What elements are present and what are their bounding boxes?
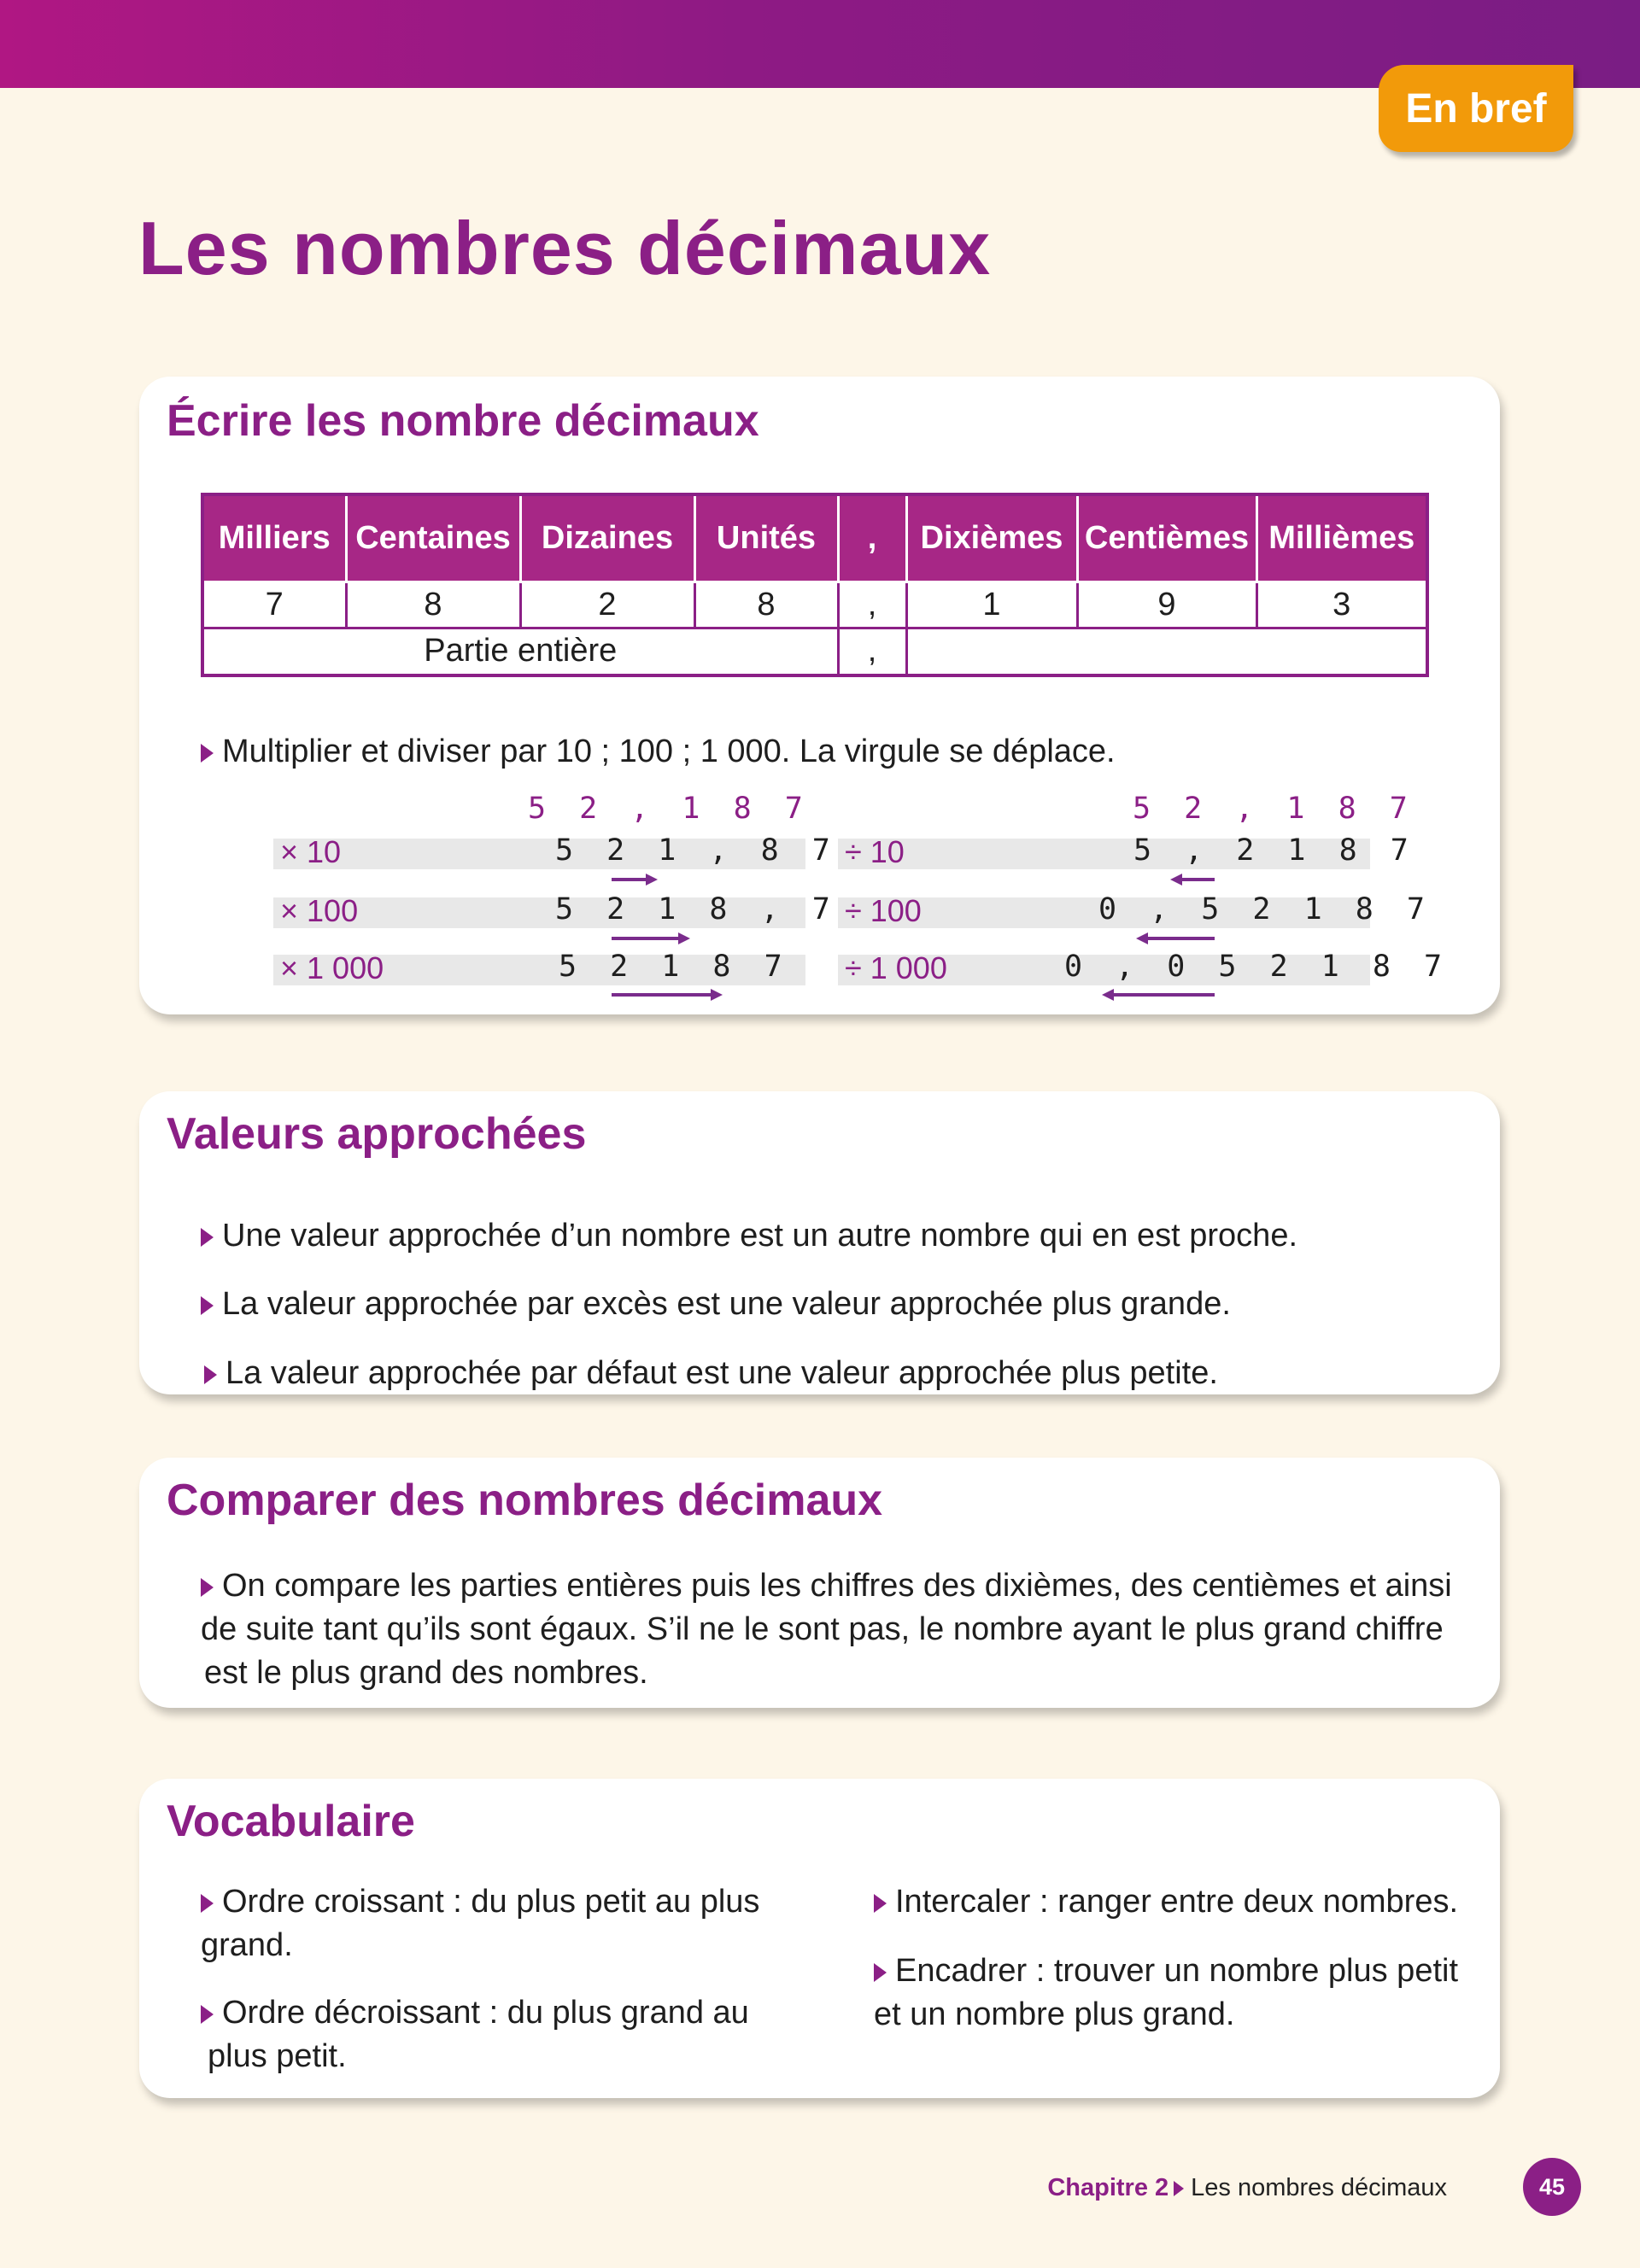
- arrow-left-icon: [1174, 874, 1215, 886]
- card-comparer-decimaux: [139, 1458, 1500, 1708]
- bullet-item: Multiplier et diviser par 10 ; 100 ; 1 000. La virgule se déplace.: [201, 730, 1116, 774]
- arrow-left-icon: [1139, 932, 1215, 944]
- chapter-title: Les nombres décimaux: [1191, 2174, 1447, 2201]
- operation-row: [838, 950, 1450, 985]
- header-cell: Dizaines: [520, 494, 694, 582]
- operation-row: [838, 833, 1416, 869]
- operation-label: ÷ 100: [845, 893, 922, 928]
- arrow-right-icon: [612, 874, 654, 886]
- triangle-bullet-icon: [201, 1578, 214, 1597]
- card-valeurs-approchees: [139, 1091, 1500, 1394]
- place-value-table: [201, 493, 1429, 677]
- operation-label: × 100: [280, 893, 359, 928]
- operation-result: 0 , 0 5 2 1 8 7: [1064, 950, 1450, 984]
- base-number: 5 2 , 1 8 7: [1133, 792, 1415, 826]
- header-cell: Millièmes: [1256, 494, 1427, 582]
- triangle-bullet-icon: [201, 1894, 214, 1913]
- table-cell: 8: [694, 582, 838, 628]
- table-cell: 9: [1077, 582, 1256, 628]
- triangle-bullet-icon: [201, 744, 214, 763]
- operation-row: [273, 833, 838, 869]
- partie-decimale-cell: [906, 628, 1427, 675]
- bullet-item: Une valeur approchée d’un nombre est un autre nombre qui en est proche.: [201, 1214, 1297, 1258]
- header-cell: Centaines: [346, 494, 520, 582]
- table-row: [202, 628, 1427, 675]
- header-cell: Milliers: [202, 494, 346, 582]
- arrow-right-icon: [612, 932, 687, 944]
- table-cell: 2: [520, 582, 694, 628]
- table-cell: 8: [346, 582, 520, 628]
- triangle-bullet-icon: [201, 2005, 214, 2024]
- header-cell: Centièmes: [1077, 494, 1256, 582]
- en-bref-badge: En bref: [1379, 65, 1573, 152]
- card-ecrire-decimaux: [139, 377, 1500, 1014]
- partie-entiere-cell: Partie entière: [202, 628, 838, 675]
- triangle-bullet-icon: [204, 1365, 217, 1384]
- base-number: 5 2 , 1 8 7: [528, 792, 811, 826]
- table-cell: 7: [202, 582, 346, 628]
- bullet-item: Intercaler : ranger entre deux nombres.: [874, 1880, 1458, 1924]
- chapter-footer: [1047, 2174, 1447, 2202]
- chapter-number: Chapitre 2: [1047, 2174, 1169, 2201]
- table-row: [202, 582, 1427, 628]
- header-cell: Unités: [694, 494, 838, 582]
- bullet-item: Encadrer : trouver un nombre plus petit et un nombre plus grand.: [874, 1953, 1459, 2032]
- operation-label: × 1 000: [280, 950, 384, 985]
- bullet-paragraph: [201, 1564, 1452, 1695]
- card-vocabulaire: [139, 1779, 1500, 2098]
- table-cell: ,: [838, 582, 906, 628]
- operation-row: [838, 892, 1432, 928]
- triangle-bullet-icon: [874, 1963, 887, 1982]
- triangle-bullet-icon: [874, 1894, 887, 1913]
- arrow-right-icon: [612, 989, 719, 1001]
- operation-row: [273, 892, 838, 928]
- table-cell: 1: [906, 582, 1077, 628]
- page-title: Les nombres décimaux: [138, 206, 992, 290]
- operation-result: 5 , 2 1 8 7: [1133, 833, 1416, 868]
- header-cell: Dixièmes: [906, 494, 1077, 582]
- header-cell: ,: [838, 494, 906, 582]
- bullet-item: La valeur approchée par défaut est une valeur approchée plus petite.: [204, 1352, 1218, 1395]
- section-title: Vocabulaire: [167, 1797, 415, 1846]
- operation-result: 5 2 1 , 8 7: [555, 833, 838, 868]
- triangle-bullet-icon: [201, 1228, 214, 1247]
- operation-result: 5 2 1 8 , 7: [555, 892, 838, 926]
- page-number: 45: [1523, 2158, 1581, 2216]
- operation-label: ÷ 10: [845, 834, 905, 869]
- bullet-item: La valeur approchée par excès est une valeur approchée plus grande.: [201, 1283, 1231, 1326]
- bullet-item: Ordre croissant : du plus petit au plus grand.: [201, 1884, 760, 1963]
- triangle-bullet-icon: [201, 1296, 214, 1315]
- table-cell: ,: [838, 628, 906, 675]
- section-title: Écrire les nombre décimaux: [167, 396, 759, 446]
- table-header-row: [202, 494, 1427, 582]
- operation-row: [273, 950, 805, 985]
- table-cell: 3: [1256, 582, 1427, 628]
- paragraph-line: On compare les parties entières puis les chiffres des dixièmes, des centièmes et ainsi: [201, 1564, 1452, 1608]
- triangle-bullet-icon: [1174, 2181, 1184, 2196]
- operation-result: 5 2 1 8 7: [559, 950, 790, 984]
- section-title: Comparer des nombres décimaux: [167, 1476, 883, 1525]
- section-title: Valeurs approchées: [167, 1109, 587, 1159]
- paragraph-line: de suite tant qu’ils sont égaux. S’il ne le sont pas, le nombre ayant le plus grand chiffre: [201, 1611, 1444, 1647]
- operation-label: ÷ 1 000: [845, 950, 947, 985]
- operation-result: 0 , 5 2 1 8 7: [1098, 892, 1432, 926]
- bullet-item: Ordre décroissant : du plus grand au plus petit.: [201, 1991, 749, 2078]
- arrow-left-icon: [1105, 989, 1215, 1001]
- paragraph-line: est le plus grand des nombres.: [204, 1655, 648, 1691]
- operation-label: × 10: [280, 834, 342, 869]
